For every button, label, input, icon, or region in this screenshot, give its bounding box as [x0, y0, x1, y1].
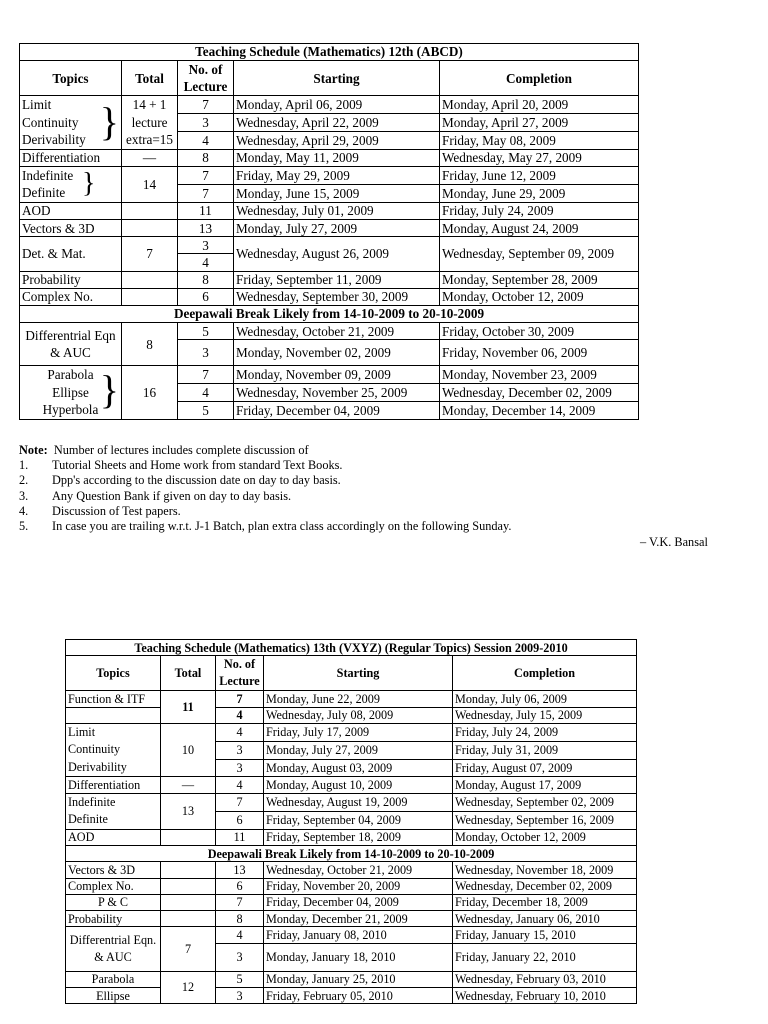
lecture-count: 6 [178, 288, 234, 305]
header-lectures: No. of Lecture [178, 61, 234, 96]
total-cell [161, 862, 216, 878]
start-date: Friday, September 18, 2009 [264, 829, 453, 845]
header-topics: Topics [20, 61, 122, 96]
end-date: Wednesday, November 18, 2009 [453, 862, 637, 878]
table-row [66, 927, 637, 943]
lecture-count: 11 [216, 829, 264, 845]
topic-cell: Probability [66, 911, 161, 927]
end-date: Monday, November 23, 2009 [440, 366, 639, 384]
end-date: Friday, January 15, 2010 [453, 927, 637, 943]
table-row [66, 723, 637, 741]
end-date: Monday, August 24, 2009 [440, 220, 639, 237]
end-date: Wednesday, December 02, 2009 [453, 878, 637, 894]
table-title: Teaching Schedule (Mathematics) 12th (ABCD) [20, 44, 639, 61]
total-cell: 13 [161, 793, 216, 829]
lecture-count: 3 [216, 759, 264, 777]
header-starting: Starting [264, 656, 453, 691]
total-cell: 12 [161, 971, 216, 1004]
total-cell [161, 829, 216, 845]
topic-cell: Det. & Mat. [20, 237, 122, 271]
table-row [20, 166, 639, 184]
lecture-count: 6 [216, 811, 264, 829]
topic-cell: Parabola [66, 971, 161, 987]
lecture-count: 13 [216, 862, 264, 878]
start-date: Monday, June 15, 2009 [234, 184, 440, 202]
lecture-count: 3 [178, 114, 234, 132]
lecture-count: 7 [216, 894, 264, 910]
end-date: Wednesday, May 27, 2009 [440, 149, 639, 166]
table-row [66, 988, 637, 1004]
note-item: 2. Dpp's according to the discussion date on day to day basis. [19, 473, 341, 488]
header-topics: Topics [66, 656, 161, 691]
lecture-count: 3 [178, 237, 234, 254]
lecture-count: 13 [178, 220, 234, 237]
start-date: Monday, August 10, 2009 [264, 777, 453, 793]
total-cell: 8 [122, 323, 178, 366]
total-cell: 11 [161, 691, 216, 724]
start-date: Wednesday, April 29, 2009 [234, 131, 440, 149]
start-date: Friday, September 11, 2009 [234, 271, 440, 288]
table-row [20, 149, 639, 166]
start-date: Monday, January 25, 2010 [264, 971, 453, 987]
total-cell [122, 220, 178, 237]
topic-cell: Ellipse [66, 988, 161, 1004]
start-date: Friday, December 04, 2009 [264, 894, 453, 910]
start-date: Monday, November 09, 2009 [234, 366, 440, 384]
header-starting: Starting [234, 61, 440, 96]
start-date: Friday, January 08, 2010 [264, 927, 453, 943]
table-row [66, 878, 637, 894]
end-date: Monday, April 20, 2009 [440, 96, 639, 114]
start-date: Wednesday, September 30, 2009 [234, 288, 440, 305]
note-item: 1. Tutorial Sheets and Home work from standard Text Books. [19, 458, 343, 473]
brace-icon: } [99, 367, 119, 413]
start-date: Monday, August 03, 2009 [264, 759, 453, 777]
end-date: Friday, May 08, 2009 [440, 131, 639, 149]
start-date: Friday, September 04, 2009 [264, 811, 453, 829]
table-title: Teaching Schedule (Mathematics) 13th (VXYZ) (Regular Topics) Session 2009-2010 [66, 640, 637, 656]
start-date: Friday, December 04, 2009 [234, 402, 440, 420]
topic-cell [66, 707, 161, 723]
end-date: Wednesday, February 03, 2010 [453, 971, 637, 987]
start-date: Wednesday, April 22, 2009 [234, 114, 440, 132]
total-cell: 10 [161, 723, 216, 777]
end-date: Monday, October 12, 2009 [453, 829, 637, 845]
start-date: Monday, June 22, 2009 [264, 691, 453, 707]
lecture-count: 4 [178, 131, 234, 149]
topic-cell: Differentrial Eqn. & AUC [66, 927, 161, 971]
total-cell: — [122, 149, 178, 166]
table-row [66, 777, 637, 793]
table-row [66, 691, 637, 707]
end-date: Monday, September 28, 2009 [440, 271, 639, 288]
start-date: Monday, January 18, 2010 [264, 943, 453, 971]
table-row [20, 323, 639, 340]
total-cell: 7 [161, 927, 216, 971]
lecture-count: 11 [178, 202, 234, 219]
lecture-count: 8 [178, 271, 234, 288]
brace-icon: } [99, 99, 119, 145]
start-date: Monday, May 11, 2009 [234, 149, 440, 166]
table-row [66, 862, 637, 878]
topic-cell: Parabola Ellipse Hyperbola } [20, 366, 122, 420]
total-cell [122, 288, 178, 305]
total-cell [122, 202, 178, 219]
topic-cell: Probability [20, 271, 122, 288]
break-notice: Deepawali Break Likely from 14-10-2009 to 20-10-2009 [20, 306, 639, 323]
end-date: Friday, July 24, 2009 [440, 202, 639, 219]
lecture-count: 4 [178, 384, 234, 402]
end-date: Friday, January 22, 2010 [453, 943, 637, 971]
end-date: Wednesday, December 02, 2009 [440, 384, 639, 402]
end-date: Wednesday, February 10, 2010 [453, 988, 637, 1004]
topic-cell: Limit Continuity Derivability } [20, 96, 122, 150]
lecture-count: 3 [178, 340, 234, 366]
topic-cell: Differentiation [20, 149, 122, 166]
topic-cell: Differentiation [66, 777, 161, 793]
lecture-count: 8 [178, 149, 234, 166]
lecture-count: 7 [178, 166, 234, 184]
header-completion: Completion [440, 61, 639, 96]
table-row [20, 220, 639, 237]
header-completion: Completion [453, 656, 637, 691]
start-date: Friday, November 20, 2009 [264, 878, 453, 894]
end-date: Friday, October 30, 2009 [440, 323, 639, 340]
end-date: Monday, April 27, 2009 [440, 114, 639, 132]
table-row [66, 894, 637, 910]
total-cell [161, 894, 216, 910]
lecture-count: 3 [216, 988, 264, 1004]
end-date: Monday, October 12, 2009 [440, 288, 639, 305]
total-cell: 16 [122, 366, 178, 420]
topic-cell: P & C [66, 894, 161, 910]
start-date: Wednesday, August 19, 2009 [264, 793, 453, 811]
lecture-count: 4 [216, 927, 264, 943]
total-cell: — [161, 777, 216, 793]
total-cell [161, 878, 216, 894]
table-row [66, 829, 637, 845]
notes-intro: Note: Number of lectures includes complete discussion of [19, 443, 309, 457]
notes-section [19, 443, 719, 534]
total-cell: 7 [122, 237, 178, 271]
start-date: Wednesday, October 21, 2009 [234, 323, 440, 340]
table-row [20, 96, 639, 114]
table-row [66, 707, 637, 723]
brace-icon: } [82, 167, 96, 199]
start-date: Monday, July 27, 2009 [264, 741, 453, 759]
header-lectures: No. of Lecture [216, 656, 264, 691]
end-date: Friday, July 24, 2009 [453, 723, 637, 741]
note-item: 3. Any Question Bank if given on day to day basis. [19, 488, 292, 503]
lecture-count: 3 [216, 741, 264, 759]
topic-cell: AOD [20, 202, 122, 219]
note-item: 4. Discussion of Test papers. [19, 503, 181, 518]
break-notice: Deepawali Break Likely from 14-10-2009 to 20-10-2009 [66, 845, 637, 861]
topic-cell: Vectors & 3D [66, 862, 161, 878]
lecture-count: 7 [216, 691, 264, 707]
lecture-count: 7 [178, 184, 234, 202]
header-total: Total [161, 656, 216, 691]
end-date: Friday, November 06, 2009 [440, 340, 639, 366]
lecture-count: 6 [216, 878, 264, 894]
lecture-count: 5 [178, 402, 234, 420]
start-date: Friday, February 05, 2010 [264, 988, 453, 1004]
table-row [66, 911, 637, 927]
topic-cell: Vectors & 3D [20, 220, 122, 237]
end-date: Friday, August 07, 2009 [453, 759, 637, 777]
table-row [20, 366, 639, 384]
note-item: 5. In case you are trailing w.r.t. J-1 Batch, plan extra class accordingly on the following Sunday. [19, 519, 512, 534]
total-cell [161, 911, 216, 927]
topic-cell: Indefinite Definite [66, 793, 161, 829]
lecture-count: 3 [216, 943, 264, 971]
end-date: Monday, December 14, 2009 [440, 402, 639, 420]
start-date: Wednesday, July 08, 2009 [264, 707, 453, 723]
total-cell: 14 + 1 lecture extra=15 [122, 96, 178, 150]
topic-cell: Complex No. [66, 878, 161, 894]
topic-cell: Differentrial Eqn & AUC [20, 323, 122, 366]
lecture-count: 4 [216, 723, 264, 741]
end-date: Friday, June 12, 2009 [440, 166, 639, 184]
start-date: Friday, May 29, 2009 [234, 166, 440, 184]
start-date: Wednesday, August 26, 2009 [234, 237, 440, 271]
end-date: Monday, August 17, 2009 [453, 777, 637, 793]
end-date: Wednesday, July 15, 2009 [453, 707, 637, 723]
end-date: Wednesday, September 09, 2009 [440, 237, 639, 271]
table-row [66, 971, 637, 987]
table-row [20, 202, 639, 219]
end-date: Wednesday, September 02, 2009 [453, 793, 637, 811]
table-row [20, 237, 639, 254]
lecture-count: 4 [216, 707, 264, 723]
total-cell: 14 [122, 166, 178, 202]
start-date: Wednesday, October 21, 2009 [264, 862, 453, 878]
start-date: Monday, April 06, 2009 [234, 96, 440, 114]
topic-cell: AOD [66, 829, 161, 845]
header-total: Total [122, 61, 178, 96]
start-date: Monday, November 02, 2009 [234, 340, 440, 366]
end-date: Friday, July 31, 2009 [453, 741, 637, 759]
schedule-table-13th [65, 639, 637, 1004]
lecture-count: 5 [216, 971, 264, 987]
lecture-count: 7 [216, 793, 264, 811]
start-date: Wednesday, July 01, 2009 [234, 202, 440, 219]
start-date: Wednesday, November 25, 2009 [234, 384, 440, 402]
end-date: Monday, June 29, 2009 [440, 184, 639, 202]
start-date: Friday, July 17, 2009 [264, 723, 453, 741]
start-date: Monday, July 27, 2009 [234, 220, 440, 237]
start-date: Monday, December 21, 2009 [264, 911, 453, 927]
lecture-count: 7 [178, 96, 234, 114]
signature: – V.K. Bansal [640, 535, 708, 549]
total-cell [122, 271, 178, 288]
topic-cell: Limit Continuity Derivability [66, 723, 161, 777]
lecture-count: 4 [178, 254, 234, 271]
table-row [66, 793, 637, 811]
end-date: Wednesday, January 06, 2010 [453, 911, 637, 927]
end-date: Wednesday, September 16, 2009 [453, 811, 637, 829]
lecture-count: 4 [216, 777, 264, 793]
end-date: Friday, December 18, 2009 [453, 894, 637, 910]
topic-cell: Complex No. [20, 288, 122, 305]
lecture-count: 7 [178, 366, 234, 384]
lecture-count: 5 [178, 323, 234, 340]
topic-cell: Indefinite Definite } [20, 166, 122, 202]
table-row [20, 271, 639, 288]
lecture-count: 8 [216, 911, 264, 927]
schedule-table-12th [19, 43, 639, 420]
end-date: Monday, July 06, 2009 [453, 691, 637, 707]
table-row [20, 288, 639, 305]
topic-cell: Function & ITF [66, 691, 161, 707]
